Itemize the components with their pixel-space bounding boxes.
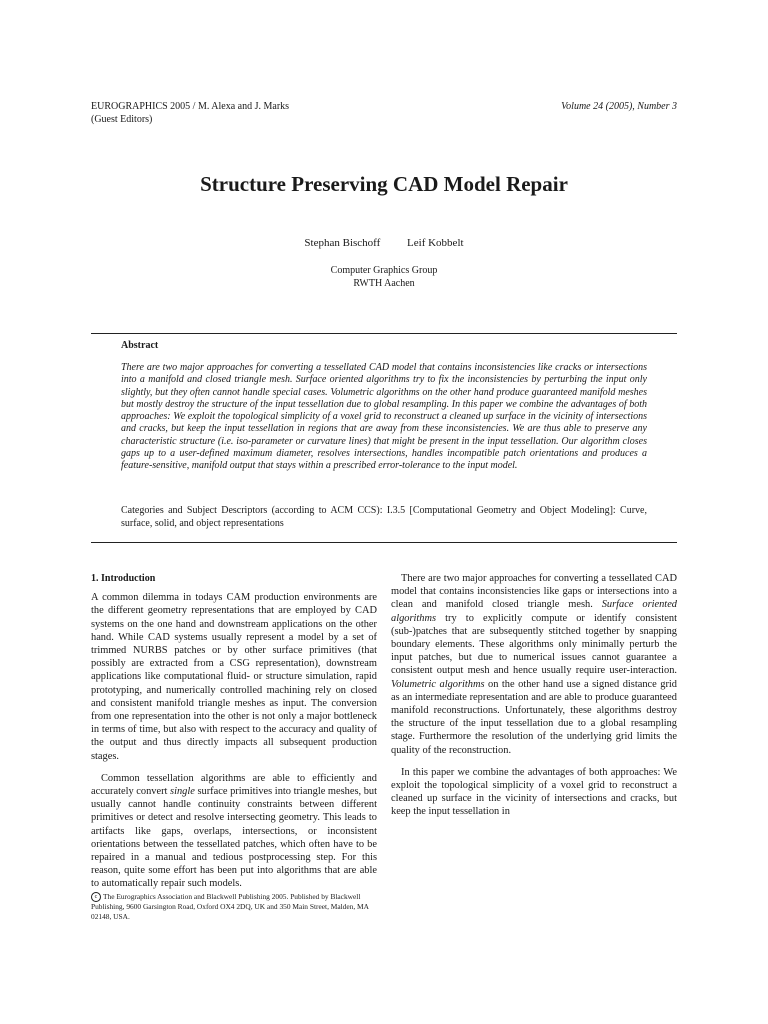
copyright-footnote: c The Eurographics Association and Blackwell Publishing 2005. Published by Blackwell Publishing, 9600 Garsington Road, Oxford OX4 2DQ, UK and 350 Main Street, Malden, MA 02148, USA.: [91, 892, 369, 922]
emphasis: Volumetric algorithms: [391, 678, 485, 690]
editors-line: (Guest Editors): [91, 114, 153, 125]
running-header-right: Volume 24 (2005), Number 3: [561, 101, 677, 112]
intro-paragraph-2: Common tessellation algorithms are able to efficiently and accurately convert single surface primitives into triangle meshes, but usually cannot handle continuity constraints between different primitives or detect and resolve intersecting geometry. This leads to artifacts like gaps, overlaps, intersections, or inconsistent orientations between the tessellated patches, which often have to be repaired in a manual and tedious postprocessing step. For this reason, quite some effort has been put into algorithms that are able to automatically repair such models.: [91, 772, 377, 890]
intro-paragraph-1: A common dilemma in todays CAM production environments are the different geometry representations that are employed by CAD systems on the one hand and downstream applications on the other hand. While CAD systems usually represent a model by a set of trimmed NURBS patches or by other surface primitives (that possibly are extracted from a CSG representation), downstream applications like computational fluid- or structure simulation, rapid prototyping, and numerically controlled machining rely on closed and consistent manifold triangle meshes as input. The conversion from one representation into the other is not only a major bottleneck in terms of time, but also with respect to the accuracy and quality of the output and thus directly impacts all subsequent production stages.: [91, 592, 377, 762]
affiliation: [0, 264, 768, 290]
acm-descriptors: Categories and Subject Descriptors (according to ACM CCS): I.3.5 [Computational Geometry and Object Modeling]: Curve, surface, solid, and object representations: [121, 505, 647, 529]
author-list: [0, 237, 768, 249]
abstract-bottom-rule: [91, 542, 677, 543]
author-name: Stephan Bischoff: [304, 237, 381, 249]
paper-title: Structure Preserving CAD Model Repair: [200, 172, 568, 196]
intro-paragraph-4: In this paper we combine the advantages of both approaches: We exploit the topological simplicity of a voxel grid to reconstruct a cleaned up surface in the vicinity of intersections and cracks, but keep the input tessellation in: [391, 766, 677, 818]
author-name: Leif Kobbelt: [407, 237, 464, 249]
conference-line: EUROGRAPHICS 2005 / M. Alexa and J. Marks: [91, 101, 290, 112]
affiliation-institution: RWTH Aachen: [353, 278, 415, 289]
abstract-top-rule: [91, 333, 677, 334]
affiliation-group: Computer Graphics Group: [330, 265, 438, 276]
left-column: [91, 572, 377, 900]
emphasis: Surface oriented algorithms: [391, 599, 677, 624]
abstract-heading: Abstract: [121, 340, 159, 351]
section-heading: 1. Introduction: [91, 573, 156, 584]
running-header-left: [91, 100, 289, 126]
intro-paragraph-3: There are two major approaches for converting a tessellated CAD model that contains inconsistencies like gaps or intersections into a clean and manifold closed triangle mesh. Surface oriented algorithms try to explicitly compute or identify consistent (sub-)patches that are subsequently stitched together by snapping boundary elements. These algorithms only minimally perturb the input patches, but due to numerical issues cannot guarantee a consistent output mesh and hence usually require user-interaction. Volumetric algorithms on the other hand use a signed distance grid as an intermediate representation and are able to produce guaranteed manifold reconstructions. Unfortunately, these algorithms destroy the structure of the input tessellation due to a global resampling stage. Furthermore the resolution of the underlying grid limits the quality of the reconstruction.: [391, 573, 677, 756]
right-column: [391, 572, 677, 828]
copyright-icon: c: [91, 892, 101, 902]
abstract-text: There are two major approaches for converting a tessellated CAD model that contains inconsistencies like cracks or intersections into a manifold and closed triangle mesh. Surface oriented algorithms try to fix the inconsistencies by perturbing the input only slightly, but they often cannot handle special cases. Volumetric algorithms on the other hand produce guaranteed manifold meshes but mostly destroy the structure of the input tessellation due to global resampling. In this paper we combine the advantages of both approaches: We exploit the topological simplicity of a voxel grid to reconstruct a cleaned up surface in the vicinity of intersections and cracks, but keep the input tessellation in regions that are away from these inconsistencies. We are thus able to preserve any characteristic structure (i.e. iso-parameter or curvature lines) that might be present in the input tessellation. Our algorithm closes gaps up to a user-defined maximum diameter, resolves intersections, handles incompatible patch orientations and produces a feature-sensitive, manifold output that stays within a prescribed error-tolerance to the input model.: [121, 362, 647, 472]
emphasis: single: [170, 786, 195, 798]
